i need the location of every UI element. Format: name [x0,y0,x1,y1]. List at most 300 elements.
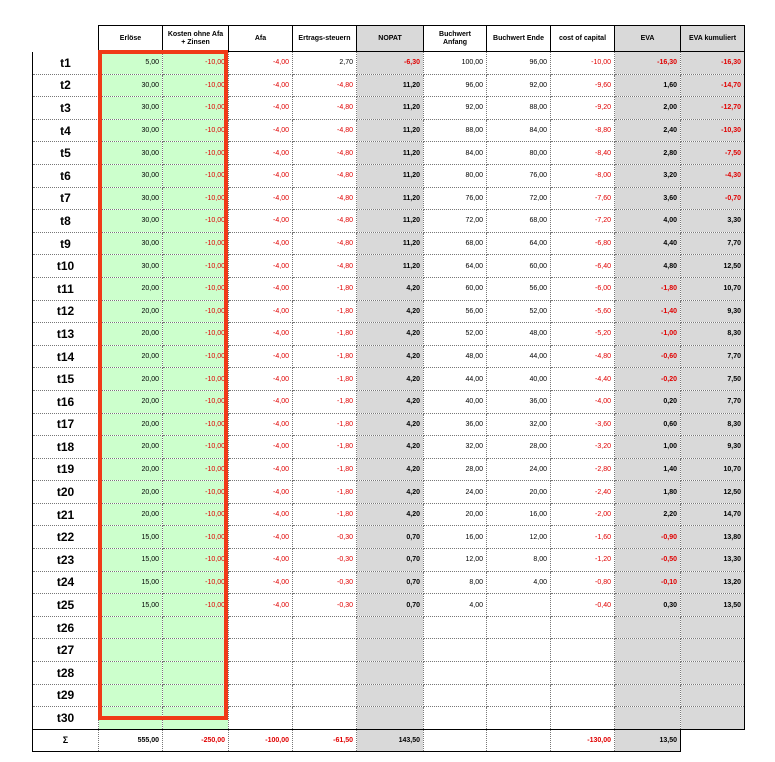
cell-erloese[interactable]: 15,00 [99,526,163,549]
row-label[interactable]: t26 [33,616,99,639]
cell-steuern[interactable]: -1,80 [293,277,357,300]
cell-nopat[interactable] [357,662,424,685]
cell-eva[interactable]: -0,60 [615,345,681,368]
cell-eva[interactable]: 1,60 [615,74,681,97]
total-buchwert-anfang[interactable] [424,729,487,751]
cell-cost-of-capital[interactable]: -6,80 [551,232,615,255]
cell-eva-kumuliert[interactable] [681,684,745,707]
cell-cost-of-capital[interactable]: -9,60 [551,74,615,97]
cell-nopat[interactable] [357,684,424,707]
cell-eva-kumuliert[interactable] [681,639,745,662]
cell-eva[interactable] [615,707,681,730]
cell-eva-kumuliert[interactable]: -12,70 [681,97,745,120]
cell-eva-kumuliert[interactable]: 10,70 [681,458,745,481]
cell-cost-of-capital[interactable]: -6,00 [551,277,615,300]
cell-nopat[interactable]: -6,30 [357,52,424,75]
cell-steuern[interactable]: -0,30 [293,526,357,549]
cell-eva-kumuliert[interactable]: 7,70 [681,345,745,368]
cell-eva-kumuliert[interactable]: 13,20 [681,571,745,594]
cell-erloese[interactable]: 30,00 [99,255,163,278]
cell-nopat[interactable]: 11,20 [357,74,424,97]
cell-kosten[interactable] [163,707,229,730]
cell-kosten[interactable]: -10,00 [163,390,229,413]
cell-afa[interactable]: -4,00 [229,277,293,300]
row-label[interactable]: t13 [33,323,99,346]
cell-eva[interactable]: 2,20 [615,503,681,526]
cell-afa[interactable] [229,616,293,639]
cell-eva-kumuliert[interactable]: -7,50 [681,142,745,165]
row-label[interactable]: t19 [33,458,99,481]
cell-eva-kumuliert[interactable]: 7,70 [681,390,745,413]
cell-eva[interactable]: 0,60 [615,413,681,436]
cell-cost-of-capital[interactable]: -8,80 [551,119,615,142]
cell-eva[interactable]: -0,50 [615,549,681,572]
cell-afa[interactable]: -4,00 [229,164,293,187]
cell-kosten[interactable] [163,616,229,639]
cell-buchwert-anfang[interactable]: 24,00 [424,481,487,504]
cell-buchwert-anfang[interactable]: 16,00 [424,526,487,549]
cell-afa[interactable]: -4,00 [229,52,293,75]
cell-steuern[interactable]: -1,80 [293,458,357,481]
row-label[interactable]: t29 [33,684,99,707]
cell-afa[interactable]: -4,00 [229,187,293,210]
row-label[interactable]: t28 [33,662,99,685]
row-label[interactable]: t18 [33,436,99,459]
cell-nopat[interactable] [357,616,424,639]
cell-cost-of-capital[interactable] [551,707,615,730]
row-label[interactable]: t2 [33,74,99,97]
cell-afa[interactable]: -4,00 [229,503,293,526]
cell-eva-kumuliert[interactable]: 10,70 [681,277,745,300]
cell-afa[interactable]: -4,00 [229,300,293,323]
cell-buchwert-anfang[interactable] [424,684,487,707]
cell-eva-kumuliert[interactable]: 7,50 [681,368,745,391]
cell-steuern[interactable]: -4,80 [293,187,357,210]
cell-cost-of-capital[interactable]: -7,60 [551,187,615,210]
cell-steuern[interactable]: -1,80 [293,481,357,504]
cell-buchwert-ende[interactable]: 96,00 [487,52,551,75]
cell-steuern[interactable]: -0,30 [293,571,357,594]
cell-eva[interactable] [615,684,681,707]
cell-buchwert-ende[interactable]: 8,00 [487,549,551,572]
cell-afa[interactable]: -4,00 [229,549,293,572]
cell-buchwert-anfang[interactable]: 84,00 [424,142,487,165]
cell-nopat[interactable]: 4,20 [357,300,424,323]
cell-erloese[interactable]: 30,00 [99,210,163,233]
cell-buchwert-ende[interactable]: 40,00 [487,368,551,391]
cell-buchwert-anfang[interactable]: 68,00 [424,232,487,255]
cell-nopat[interactable]: 11,20 [357,142,424,165]
cell-nopat[interactable]: 4,20 [357,481,424,504]
cell-eva-kumuliert[interactable]: 13,80 [681,526,745,549]
cell-erloese[interactable]: 20,00 [99,390,163,413]
cell-erloese[interactable]: 30,00 [99,74,163,97]
cell-erloese[interactable] [99,707,163,730]
cell-buchwert-ende[interactable]: 36,00 [487,390,551,413]
cell-kosten[interactable] [163,639,229,662]
row-label[interactable]: t23 [33,549,99,572]
cell-buchwert-ende[interactable]: 56,00 [487,277,551,300]
cell-afa[interactable]: -4,00 [229,97,293,120]
row-label[interactable]: t7 [33,187,99,210]
cell-eva[interactable] [615,616,681,639]
cell-kosten[interactable]: -10,00 [163,97,229,120]
cell-kosten[interactable]: -10,00 [163,458,229,481]
total-cost-of-capital[interactable]: -130,00 [551,729,615,751]
cell-steuern[interactable]: -0,30 [293,549,357,572]
cell-buchwert-anfang[interactable]: 80,00 [424,164,487,187]
cell-eva-kumuliert[interactable]: 9,30 [681,436,745,459]
cell-buchwert-anfang[interactable]: 100,00 [424,52,487,75]
cell-nopat[interactable]: 4,20 [357,368,424,391]
cell-afa[interactable] [229,707,293,730]
cell-buchwert-ende[interactable]: 76,00 [487,164,551,187]
cell-eva-kumuliert[interactable]: 13,50 [681,594,745,617]
cell-eva-kumuliert[interactable] [681,707,745,730]
total-eva[interactable]: 13,50 [615,729,681,751]
cell-buchwert-anfang[interactable]: 48,00 [424,345,487,368]
cell-steuern[interactable]: 2,70 [293,52,357,75]
cell-cost-of-capital[interactable] [551,662,615,685]
cell-kosten[interactable] [163,684,229,707]
cell-kosten[interactable]: -10,00 [163,187,229,210]
cell-kosten[interactable]: -10,00 [163,368,229,391]
cell-kosten[interactable]: -10,00 [163,74,229,97]
cell-buchwert-anfang[interactable]: 92,00 [424,97,487,120]
cell-nopat[interactable]: 0,70 [357,549,424,572]
cell-erloese[interactable]: 15,00 [99,594,163,617]
cell-kosten[interactable]: -10,00 [163,255,229,278]
cell-nopat[interactable]: 0,70 [357,571,424,594]
cell-steuern[interactable] [293,616,357,639]
cell-cost-of-capital[interactable]: -5,20 [551,323,615,346]
cell-buchwert-ende[interactable] [487,594,551,617]
cell-cost-of-capital[interactable]: -1,20 [551,549,615,572]
cell-kosten[interactable]: -10,00 [163,232,229,255]
cell-afa[interactable]: -4,00 [229,526,293,549]
cell-nopat[interactable]: 11,20 [357,164,424,187]
cell-cost-of-capital[interactable] [551,684,615,707]
cell-afa[interactable]: -4,00 [229,436,293,459]
row-label[interactable]: t14 [33,345,99,368]
cell-buchwert-ende[interactable]: 44,00 [487,345,551,368]
cell-erloese[interactable]: 30,00 [99,232,163,255]
cell-steuern[interactable] [293,639,357,662]
row-label[interactable]: t4 [33,119,99,142]
cell-eva-kumuliert[interactable]: 9,30 [681,300,745,323]
cell-eva-kumuliert[interactable]: 12,50 [681,255,745,278]
cell-nopat[interactable]: 4,20 [357,345,424,368]
cell-steuern[interactable]: -4,80 [293,74,357,97]
cell-steuern[interactable] [293,662,357,685]
cell-buchwert-ende[interactable]: 12,00 [487,526,551,549]
cell-buchwert-anfang[interactable]: 96,00 [424,74,487,97]
cell-buchwert-ende[interactable]: 28,00 [487,436,551,459]
cell-steuern[interactable]: -4,80 [293,142,357,165]
cell-buchwert-ende[interactable]: 20,00 [487,481,551,504]
cell-cost-of-capital[interactable]: -0,40 [551,594,615,617]
cell-afa[interactable]: -4,00 [229,142,293,165]
cell-afa[interactable]: -4,00 [229,390,293,413]
cell-eva[interactable]: -16,30 [615,52,681,75]
cell-eva[interactable]: -0,90 [615,526,681,549]
cell-cost-of-capital[interactable]: -6,40 [551,255,615,278]
cell-buchwert-anfang[interactable]: 88,00 [424,119,487,142]
cell-kosten[interactable] [163,662,229,685]
cell-buchwert-anfang[interactable] [424,662,487,685]
cell-buchwert-anfang[interactable]: 8,00 [424,571,487,594]
cell-nopat[interactable]: 4,20 [357,436,424,459]
cell-afa[interactable]: -4,00 [229,458,293,481]
cell-kosten[interactable]: -10,00 [163,323,229,346]
row-label[interactable]: t27 [33,639,99,662]
cell-afa[interactable] [229,662,293,685]
cell-eva[interactable]: 2,00 [615,97,681,120]
cell-nopat[interactable]: 11,20 [357,187,424,210]
cell-buchwert-anfang[interactable]: 36,00 [424,413,487,436]
cell-erloese[interactable] [99,662,163,685]
cell-afa[interactable]: -4,00 [229,571,293,594]
row-label[interactable]: t21 [33,503,99,526]
cell-erloese[interactable]: 20,00 [99,436,163,459]
total-afa[interactable]: -100,00 [229,729,293,751]
cell-buchwert-anfang[interactable]: 52,00 [424,323,487,346]
cell-eva-kumuliert[interactable]: 13,30 [681,549,745,572]
cell-buchwert-anfang[interactable]: 56,00 [424,300,487,323]
cell-eva-kumuliert[interactable]: 7,70 [681,232,745,255]
cell-eva-kumuliert[interactable] [681,662,745,685]
row-label[interactable]: t8 [33,210,99,233]
cell-afa[interactable] [229,684,293,707]
cell-cost-of-capital[interactable]: -4,00 [551,390,615,413]
cell-steuern[interactable]: -0,30 [293,594,357,617]
cell-buchwert-ende[interactable]: 16,00 [487,503,551,526]
cell-afa[interactable]: -4,00 [229,323,293,346]
row-label[interactable]: t10 [33,255,99,278]
cell-steuern[interactable]: -4,80 [293,164,357,187]
row-label[interactable]: t5 [33,142,99,165]
cell-eva[interactable]: 0,30 [615,594,681,617]
cell-eva[interactable]: 1,00 [615,436,681,459]
cell-eva[interactable]: -0,10 [615,571,681,594]
total-buchwert-ende[interactable] [487,729,551,751]
cell-nopat[interactable] [357,639,424,662]
cell-nopat[interactable]: 4,20 [357,323,424,346]
cell-eva[interactable]: 4,80 [615,255,681,278]
cell-kosten[interactable]: -10,00 [163,413,229,436]
row-label[interactable]: t12 [33,300,99,323]
row-label[interactable]: t25 [33,594,99,617]
row-label[interactable]: t15 [33,368,99,391]
cell-buchwert-anfang[interactable]: 20,00 [424,503,487,526]
cell-kosten[interactable]: -10,00 [163,345,229,368]
cell-erloese[interactable]: 5,00 [99,52,163,75]
cell-eva-kumuliert[interactable]: 8,30 [681,323,745,346]
cell-nopat[interactable]: 11,20 [357,119,424,142]
cell-eva-kumuliert[interactable]: -0,70 [681,187,745,210]
cell-buchwert-ende[interactable]: 64,00 [487,232,551,255]
cell-buchwert-ende[interactable] [487,639,551,662]
row-label[interactable]: t24 [33,571,99,594]
row-label[interactable]: t6 [33,164,99,187]
cell-erloese[interactable] [99,684,163,707]
cell-afa[interactable]: -4,00 [229,119,293,142]
cell-nopat[interactable] [357,707,424,730]
cell-erloese[interactable]: 20,00 [99,323,163,346]
cell-nopat[interactable]: 11,20 [357,232,424,255]
cell-eva[interactable]: 4,40 [615,232,681,255]
cell-eva-kumuliert[interactable]: -14,70 [681,74,745,97]
cell-buchwert-anfang[interactable] [424,707,487,730]
cell-eva-kumuliert[interactable]: -10,30 [681,119,745,142]
cell-eva[interactable]: 0,20 [615,390,681,413]
cell-cost-of-capital[interactable]: -2,80 [551,458,615,481]
cell-erloese[interactable]: 15,00 [99,549,163,572]
cell-eva[interactable]: 2,80 [615,142,681,165]
cell-buchwert-ende[interactable]: 92,00 [487,74,551,97]
cell-afa[interactable]: -4,00 [229,210,293,233]
cell-buchwert-ende[interactable]: 24,00 [487,458,551,481]
cell-afa[interactable]: -4,00 [229,481,293,504]
cell-buchwert-anfang[interactable]: 44,00 [424,368,487,391]
cell-cost-of-capital[interactable]: -8,00 [551,164,615,187]
cell-nopat[interactable]: 0,70 [357,594,424,617]
cell-steuern[interactable]: -4,80 [293,210,357,233]
row-label[interactable]: t3 [33,97,99,120]
cell-eva-kumuliert[interactable]: -4,30 [681,164,745,187]
total-steuern[interactable]: -61,50 [293,729,357,751]
cell-buchwert-ende[interactable]: 68,00 [487,210,551,233]
cell-steuern[interactable]: -4,80 [293,97,357,120]
cell-kosten[interactable]: -10,00 [163,210,229,233]
cell-buchwert-ende[interactable]: 72,00 [487,187,551,210]
cell-afa[interactable]: -4,00 [229,255,293,278]
cell-eva[interactable]: 1,40 [615,458,681,481]
cell-buchwert-anfang[interactable] [424,639,487,662]
cell-buchwert-anfang[interactable]: 32,00 [424,436,487,459]
cell-buchwert-ende[interactable] [487,616,551,639]
cell-afa[interactable]: -4,00 [229,594,293,617]
cell-buchwert-anfang[interactable]: 72,00 [424,210,487,233]
cell-buchwert-anfang[interactable]: 28,00 [424,458,487,481]
cell-eva[interactable] [615,662,681,685]
total-erloese[interactable]: 555,00 [99,729,163,751]
cell-buchwert-ende[interactable]: 4,00 [487,571,551,594]
cell-cost-of-capital[interactable]: -2,40 [551,481,615,504]
cell-buchwert-ende[interactable]: 32,00 [487,413,551,436]
cell-kosten[interactable]: -10,00 [163,436,229,459]
cell-erloese[interactable]: 20,00 [99,458,163,481]
row-label[interactable]: t11 [33,277,99,300]
cell-afa[interactable]: -4,00 [229,74,293,97]
row-label[interactable]: t20 [33,481,99,504]
cell-eva[interactable]: -1,80 [615,277,681,300]
cell-buchwert-ende[interactable] [487,662,551,685]
cell-buchwert-ende[interactable]: 48,00 [487,323,551,346]
cell-erloese[interactable]: 30,00 [99,119,163,142]
cell-erloese[interactable]: 15,00 [99,571,163,594]
total-eva-kumuliert[interactable] [681,729,745,751]
cell-steuern[interactable]: -1,80 [293,323,357,346]
cell-cost-of-capital[interactable]: -4,80 [551,345,615,368]
row-label[interactable]: t9 [33,232,99,255]
cell-nopat[interactable]: 4,20 [357,458,424,481]
cell-afa[interactable]: -4,00 [229,413,293,436]
cell-buchwert-anfang[interactable]: 4,00 [424,594,487,617]
cell-buchwert-anfang[interactable]: 60,00 [424,277,487,300]
cell-buchwert-anfang[interactable]: 12,00 [424,549,487,572]
cell-cost-of-capital[interactable]: -3,20 [551,436,615,459]
cell-kosten[interactable]: -10,00 [163,277,229,300]
cell-afa[interactable]: -4,00 [229,345,293,368]
cell-eva-kumuliert[interactable]: 12,50 [681,481,745,504]
total-kosten[interactable]: -250,00 [163,729,229,751]
cell-buchwert-ende[interactable]: 80,00 [487,142,551,165]
cell-nopat[interactable]: 11,20 [357,210,424,233]
row-label[interactable]: t17 [33,413,99,436]
cell-buchwert-ende[interactable]: 88,00 [487,97,551,120]
cell-nopat[interactable]: 4,20 [357,503,424,526]
cell-cost-of-capital[interactable]: -1,60 [551,526,615,549]
cell-eva-kumuliert[interactable]: 14,70 [681,503,745,526]
cell-cost-of-capital[interactable] [551,639,615,662]
cell-erloese[interactable] [99,616,163,639]
cell-erloese[interactable]: 30,00 [99,142,163,165]
cell-erloese[interactable]: 20,00 [99,277,163,300]
cell-eva-kumuliert[interactable]: 8,30 [681,413,745,436]
cell-steuern[interactable]: -4,80 [293,255,357,278]
cell-afa[interactable]: -4,00 [229,368,293,391]
cell-eva[interactable] [615,639,681,662]
cell-erloese[interactable]: 20,00 [99,481,163,504]
row-label[interactable]: t16 [33,390,99,413]
cell-kosten[interactable]: -10,00 [163,481,229,504]
cell-buchwert-anfang[interactable]: 40,00 [424,390,487,413]
cell-erloese[interactable]: 20,00 [99,503,163,526]
cell-nopat[interactable]: 0,70 [357,526,424,549]
cell-eva[interactable]: 4,00 [615,210,681,233]
cell-eva-kumuliert[interactable] [681,616,745,639]
cell-kosten[interactable]: -10,00 [163,52,229,75]
cell-cost-of-capital[interactable] [551,616,615,639]
cell-kosten[interactable]: -10,00 [163,571,229,594]
cell-cost-of-capital[interactable]: -4,40 [551,368,615,391]
cell-erloese[interactable] [99,639,163,662]
cell-nopat[interactable]: 11,20 [357,97,424,120]
row-label[interactable]: t30 [33,707,99,730]
cell-eva[interactable]: 1,80 [615,481,681,504]
cell-erloese[interactable]: 30,00 [99,97,163,120]
cell-buchwert-ende[interactable] [487,707,551,730]
cell-eva[interactable]: -1,40 [615,300,681,323]
cell-steuern[interactable]: -1,80 [293,436,357,459]
cell-kosten[interactable]: -10,00 [163,142,229,165]
cell-kosten[interactable]: -10,00 [163,594,229,617]
cell-cost-of-capital[interactable]: -8,40 [551,142,615,165]
cell-buchwert-ende[interactable] [487,684,551,707]
total-nopat[interactable]: 143,50 [357,729,424,751]
cell-cost-of-capital[interactable]: -3,60 [551,413,615,436]
cell-nopat[interactable]: 11,20 [357,255,424,278]
cell-buchwert-anfang[interactable]: 76,00 [424,187,487,210]
cell-steuern[interactable] [293,684,357,707]
cell-nopat[interactable]: 4,20 [357,413,424,436]
cell-afa[interactable]: -4,00 [229,232,293,255]
cell-steuern[interactable]: -4,80 [293,232,357,255]
cell-erloese[interactable]: 20,00 [99,413,163,436]
cell-cost-of-capital[interactable]: -2,00 [551,503,615,526]
cell-eva[interactable]: 2,40 [615,119,681,142]
